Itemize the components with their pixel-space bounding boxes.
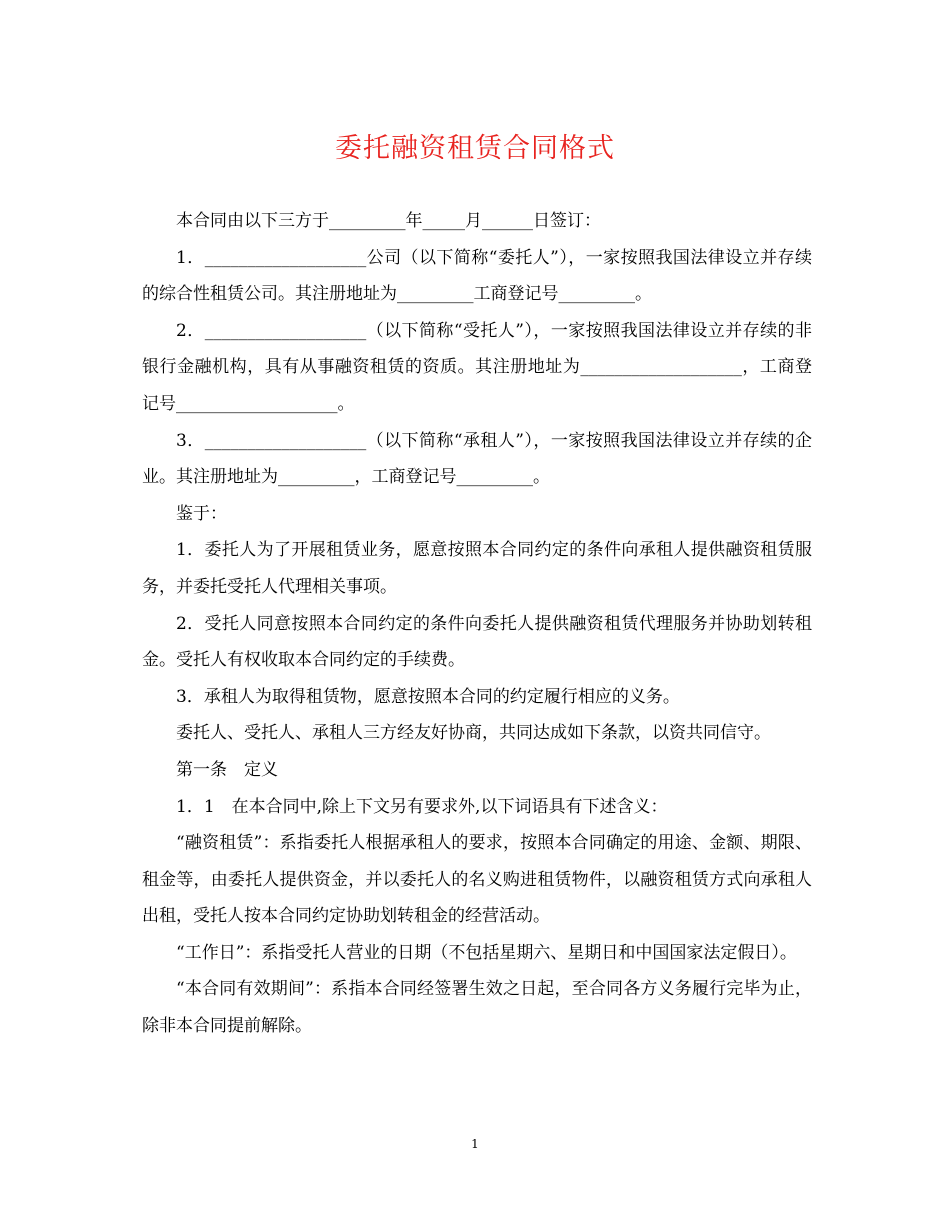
page-number: 1 — [471, 1137, 479, 1151]
party-entrustor-paragraph: 1．___________________公司（以下简称“委托人”），一家按照我国法律设立并存续的综合性租赁公司。其注册地址为_________工商登记号_________。 — [142, 247, 812, 305]
article-1-heading: 第一条 定义 — [176, 759, 278, 780]
whereas-item-3: 3．承租人为取得租赁物，愿意按照本合同的约定履行相应的义务。 — [176, 686, 680, 707]
clause-1-1: 1．1 在本合同中,除上下文另有要求外,以下词语具有下述含义： — [176, 796, 668, 817]
document-body — [142, 203, 812, 1045]
whereas-heading: 鉴于： — [176, 503, 227, 524]
party-trustee-paragraph: 2．___________________（以下简称“受托人”），一家按照我国法律设立并存续的非银行金融机构，具有从事融资租赁的资质。其注册地址为___________________，工商登记号___________________。 — [142, 320, 812, 414]
document-title: 委托融资租赁合同格式 — [335, 133, 615, 164]
whereas-item-2: 2．受托人同意按照本合同约定的条件向委托人提供融资租赁代理服务并协助划转租金。受托人有权收取本合同约定的手续费。 — [142, 613, 812, 671]
whereas-item-1: 1．委托人为了开展租赁业务，愿意按照本合同约定的条件向承租人提供融资租赁服务，并委托受托人代理相关事项。 — [142, 540, 812, 597]
intro-paragraph: 本合同由以下三方于_________年_____月______日签订： — [176, 211, 601, 231]
agreement-paragraph: 委托人、受托人、承租人三方经友好协商，共同达成如下条款，以资共同信守。 — [176, 723, 771, 744]
definition-working-day: “工作日”：系指受托人营业的日期（不包括星期六、星期日和中国国家法定假日）。 — [176, 942, 797, 963]
party-lessee-paragraph: 3．___________________（以下简称“承租人”），一家按照我国法律设立并存续的企业。其注册地址为_________，工商登记号_________。 — [142, 430, 812, 488]
definition-validity-period: “本合同有效期间”：系指本合同经签署生效之日起，至合同各方义务履行完毕为止，除非本合同提前解除。 — [142, 979, 812, 1037]
definition-finance-lease: “融资租赁”：系指委托人根据承租人的要求，按照本合同确定的用途、金额、期限、租金等，由委托人提供资金，并以委托人的名义购进租赁物件，以融资租赁方式向承租人出租，受托人按本合同约定协助划转租金的经营活动。 — [142, 833, 812, 927]
